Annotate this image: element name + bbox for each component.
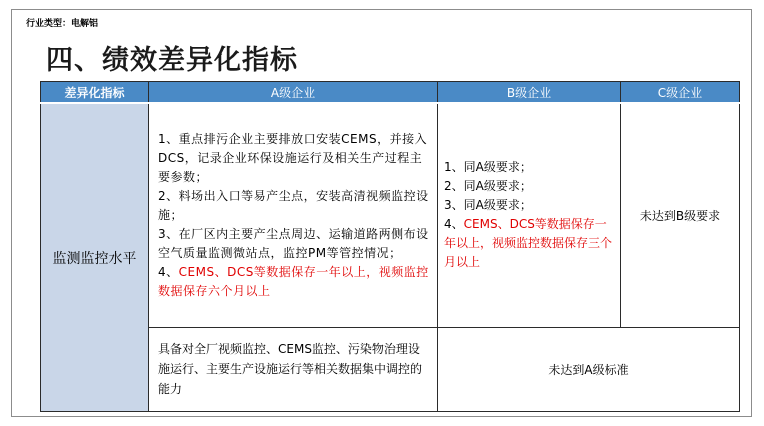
b-item-3: 3、同A级要求； xyxy=(444,198,532,213)
a-item-1: 1、重点排污企业主要排放口安装CEMS，并接入DCS，记录企业环保设施运行及相关生产过程主要参数； xyxy=(158,131,428,184)
a-item-3: 3、在厂区内主要产尘点周边、运输道路两侧布设空气质量监测微站点，监控PM等管控情况； xyxy=(158,226,429,260)
column-header-a: A级企业 xyxy=(149,82,438,104)
table-row xyxy=(41,103,740,327)
b-item-4-prefix: 4、 xyxy=(444,217,464,232)
performance-table xyxy=(40,81,740,412)
cell-a-level-row2: 具备对全厂视频监控、CEMS监控、污染物治理设施运行、主要生产设施运行等相关数据集中调控的能力 xyxy=(149,327,438,411)
a-item-2: 2、料场出入口等易产尘点，安装高清视频监控设施； xyxy=(158,188,429,222)
column-header-indicator: 差异化指标 xyxy=(41,82,149,104)
b-item-2: 2、同A级要求； xyxy=(444,179,532,194)
b-item-1: 1、同A级要求； xyxy=(444,160,532,175)
cell-a-level xyxy=(149,103,438,327)
cell-c-level: 未达到B级要求 xyxy=(621,103,740,327)
table-header-row xyxy=(41,82,740,104)
column-header-c: C级企业 xyxy=(621,82,740,104)
row-label-monitoring: 监测监控水平 xyxy=(41,103,149,411)
a-item-4-prefix: 4、 xyxy=(158,264,179,279)
industry-category: 行业类型：电解铝 xyxy=(26,19,99,29)
cell-bc-level-row2: 未达到A级标准 xyxy=(438,327,740,411)
a-item-4-highlight: CEMS、DCS等数据保存一年以上，视频监控数据保存六个月以上 xyxy=(158,264,429,298)
column-header-b: B级企业 xyxy=(438,82,621,104)
page-title: 四、绩效差异化指标 xyxy=(46,45,298,76)
b-item-4 xyxy=(444,215,614,272)
slide xyxy=(11,9,752,417)
cell-b-level xyxy=(438,103,621,327)
b-item-4-highlight: CEMS、DCS等数据保存一年以上，视频监控数据保存三个月以上 xyxy=(444,217,613,270)
a-item-4 xyxy=(158,263,431,301)
